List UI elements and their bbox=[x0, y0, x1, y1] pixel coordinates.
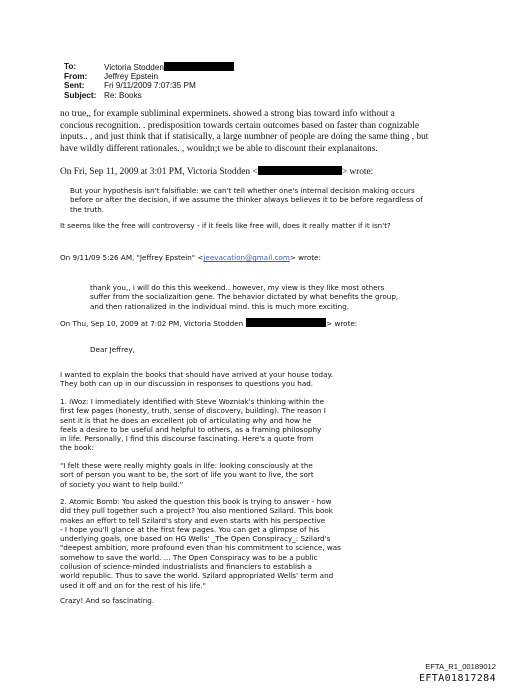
quote2-line: thank you,, i will do this this weekend.. however, my view is they like most others bbox=[90, 283, 385, 292]
subject-label: Subject: bbox=[64, 90, 97, 100]
quote3-attribution bbox=[60, 318, 357, 328]
header-subject-row bbox=[64, 91, 364, 101]
subject-value: Re: Books bbox=[104, 90, 142, 100]
header-sent-row bbox=[64, 81, 364, 91]
sent-value: Fri 9/11/2009 7:07:35 PM bbox=[104, 81, 196, 90]
to-label: To: bbox=[64, 62, 77, 71]
quote2-attr-post: > wrote: bbox=[289, 253, 321, 262]
woz-quote-line: "I felt these were really mighty goals in life: looking consciously at the bbox=[60, 461, 313, 470]
from-value: Jeffrey Epstein bbox=[104, 71, 159, 81]
quote2-line: suffer from the socializaition gene. The behavior dictated by what benefits the group, bbox=[90, 292, 399, 302]
woz-quote-line: of society you want to help build." bbox=[60, 479, 184, 489]
reply-line: have wildly different rationales. , wouldn;t we be able to discount their explanaitons. bbox=[60, 143, 378, 154]
email-link[interactable]: jeevacation@gmail.com bbox=[203, 253, 290, 262]
item1-line: in life. Personally, I find this discourse fascinating. Here's a quote from bbox=[60, 434, 314, 444]
quote2-attribution bbox=[60, 253, 321, 262]
to-value: Victoria Stodden bbox=[104, 63, 164, 72]
closing-text: Crazy! And so fascinating. bbox=[60, 596, 155, 605]
quote3-attr-post: > wrote: bbox=[326, 319, 358, 328]
item2-line: did they pull together such a project? You also mentioned Szilard. This book bbox=[60, 506, 333, 516]
quote1-line: the truth. bbox=[70, 204, 105, 214]
item1-line: 1. iWoz: I immediately identified with Steve Wozniak's thinking within the bbox=[60, 397, 325, 406]
closing bbox=[60, 596, 154, 605]
bates-id-2: EFTA01817284 bbox=[418, 673, 496, 684]
reply-line: concious recognition. . predisposition towards certain outcomes based on faster than cognizable bbox=[60, 120, 420, 131]
woz-quote bbox=[60, 461, 460, 489]
woz-quote-line: sort of person you want to be, the sort of life you want to live, the sort bbox=[60, 470, 314, 480]
item1-line: the book: bbox=[60, 443, 95, 453]
item2-line: somehow to save the world. ... The Open Conspiracy was to be a public bbox=[60, 552, 318, 562]
header-from-row bbox=[64, 72, 364, 82]
quote2-line: and then rationalized in the individual mind. this is much more exciting. bbox=[90, 301, 350, 311]
sent-label: Sent: bbox=[64, 81, 85, 90]
quote2-attr-pre: On 9/11/09 5:26 AM, "Jeffrey Epstein" < bbox=[60, 253, 204, 262]
item2-paragraph bbox=[60, 497, 460, 590]
redaction-bar bbox=[164, 62, 234, 71]
item2-line: - I hope you'll glance at the first few pages. You can get a glimpse of his bbox=[60, 524, 320, 534]
item2-line: "deepest ambition, more profound even than his commitment to science, was bbox=[60, 543, 341, 553]
quote3-attr-pre: On Thu, Sep 10, 2009 at 7:02 PM, Victoria Stodden bbox=[60, 319, 244, 328]
item2-line: used it off and on for the rest of his life." bbox=[60, 580, 206, 590]
item2-line: underlying goals, one based on HG Wells' _The Open Conspiracy_: Szilard's bbox=[60, 534, 331, 544]
greeting bbox=[90, 345, 135, 354]
reply-line: inputs.. , and just think that if statisically, a large numbner of people are doing the same thing , but bbox=[60, 132, 429, 143]
header-to-row bbox=[64, 62, 364, 72]
free-will-text: It seems like the free will controversy - if it feels like free will, does it really matter if it isn't? bbox=[60, 221, 391, 230]
quote1-attr-post: > wrote: bbox=[341, 167, 374, 177]
quote1-attr-pre: On Fri, Sep 11, 2009 at 3:01 PM, Victoria Stodden < bbox=[60, 167, 258, 177]
item1-line: first few pages (honesty, truth, sense of discovery, building). The reason I bbox=[60, 406, 326, 416]
redaction-bar bbox=[258, 166, 342, 175]
quote1-body bbox=[70, 186, 470, 214]
item2-line: collusion of science-minded industrialists and financiers to establish a bbox=[60, 562, 312, 572]
quote1-line: before or after the decision, if we assume the thinker always believes it to be before regardless of bbox=[70, 195, 423, 205]
item2-line: world republic. Thus to save the world. Szilard appropriated Wells' term and bbox=[60, 571, 334, 581]
item1-line: feels a desire to be useful and helpful to others, as a framing philosophy bbox=[60, 424, 322, 434]
free-will-line bbox=[60, 221, 391, 230]
reply-line: no true,, for example subliminal experminets. showed a strong bias toward info without a bbox=[60, 109, 395, 119]
bates-id-1: EFTA_R1_00189012 bbox=[425, 662, 496, 671]
quote2-body bbox=[90, 283, 470, 311]
item1-paragraph bbox=[60, 397, 460, 453]
reply-paragraph bbox=[60, 109, 480, 155]
redaction-bar bbox=[246, 318, 326, 327]
quote1-attribution bbox=[60, 166, 373, 179]
from-label: From: bbox=[64, 71, 88, 81]
item2-line: makes an effort to tell Szilard's story and even starts with his perspective bbox=[60, 515, 326, 525]
intro-line: They both can up in our discussion in responses to questions you had. bbox=[60, 379, 314, 389]
email-header bbox=[64, 62, 364, 106]
quote1-line: But your hypothesis isn't falsifiable: we can't tell whether one's internal decision making occurs bbox=[70, 186, 415, 195]
item1-line: sent it is that he does an excellent job of articulating why and how he bbox=[60, 415, 312, 425]
item2-line: 2. Atomic Bomb: You asked the question this book is trying to answer - how bbox=[60, 497, 332, 506]
intro-paragraph bbox=[60, 370, 460, 389]
intro-line: I wanted to explain the books that should have arrived at your house today. bbox=[60, 370, 334, 379]
greeting-text: Dear Jeffrey, bbox=[90, 345, 135, 354]
